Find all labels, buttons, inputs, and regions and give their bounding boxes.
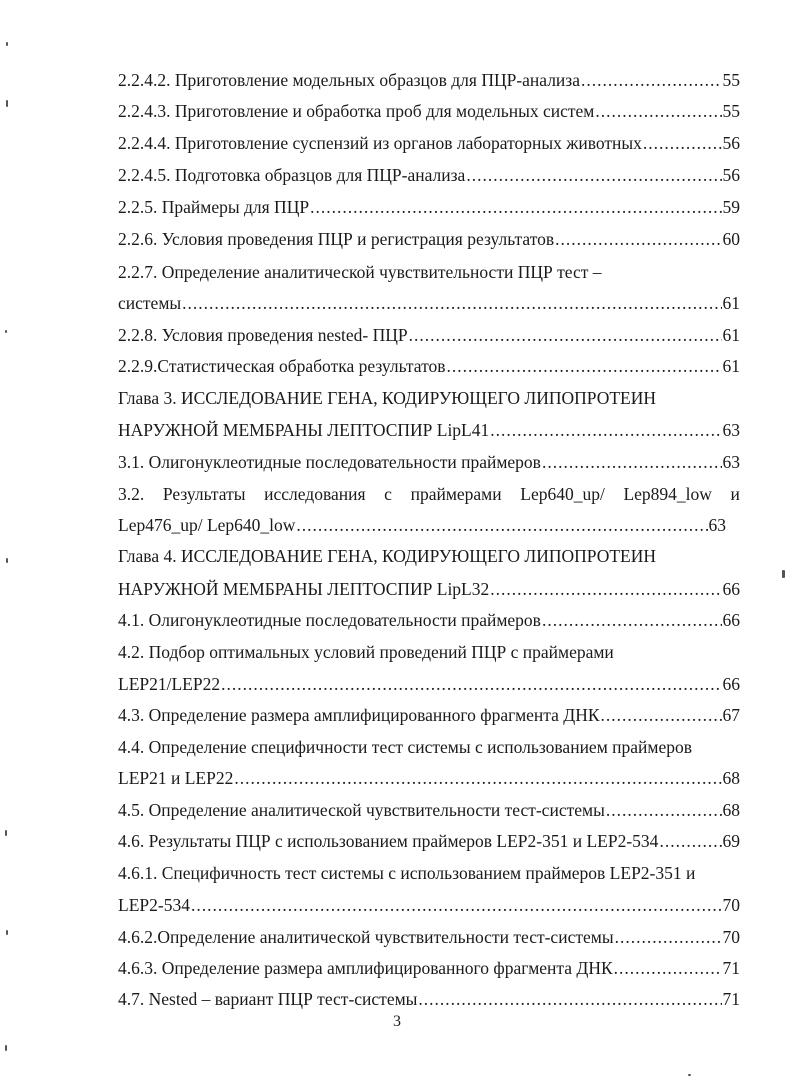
toc-entry-3-2: Lep476_up/ Lep640_low ..... 63 bbox=[118, 515, 726, 543]
scan-speck bbox=[688, 1074, 691, 1076]
scan-speck bbox=[5, 1045, 7, 1051]
toc-entry-2-2-4-3: 2.2.4.3. Приготовление и обработка проб для модельных систем ..... 55 bbox=[118, 101, 740, 129]
toc-chapter-3-line1: Глава 3. ИССЛЕДОВАНИЕ ГЕНА, КОДИРУЮЩЕГО ЛИПОПРОТЕИН bbox=[118, 388, 656, 408]
toc-entry-3-2-line1: 3.2. Результаты исследования с праймерами Lep640_up/ Lep894_low и bbox=[118, 484, 740, 504]
toc-entry-4-2: LEP21/LEP22 ..... 66 bbox=[118, 674, 740, 702]
toc-entry-4-6-2: 4.6.2.Определение аналитической чувствительности тест-системы ..... 70 bbox=[118, 927, 740, 955]
dot-leader bbox=[659, 831, 721, 852]
dot-leader bbox=[182, 293, 721, 314]
toc-entry-2-2-7: системы ..... 61 bbox=[118, 293, 740, 321]
scan-speck bbox=[6, 42, 8, 46]
toc-entry-2-2-8: 2.2.8. Условия проведения nested- ПЦР ..... 61 bbox=[118, 325, 740, 353]
dot-leader bbox=[615, 927, 722, 948]
toc-entry-4-3: 4.3. Определение размера амплифицированного фрагмента ДНК ..... 67 bbox=[118, 705, 740, 733]
toc-entry-3-1: 3.1. Олигонуклеотидные последовательности праймеров ..... 63 bbox=[118, 452, 740, 480]
dot-leader bbox=[409, 325, 722, 346]
dot-leader bbox=[643, 133, 722, 154]
toc-entry-4-6: 4.6. Результаты ПЦР с использованием праймеров LEP2-351 и LEP2-534 ..... 69 bbox=[118, 831, 740, 859]
dot-leader bbox=[614, 958, 722, 979]
toc-entry-4-5: 4.5. Определение аналитической чувствительности тест-системы ..... 68 bbox=[118, 800, 740, 828]
dot-leader bbox=[310, 197, 721, 218]
toc-entry-4-6-3: 4.6.3. Определение размера амплифицированного фрагмента ДНК ..... 71 bbox=[118, 958, 740, 986]
toc-entry-4-4-line1: 4.4. Определение специфичности тест системы с использованием праймеров bbox=[118, 737, 692, 757]
scan-speck bbox=[6, 100, 8, 107]
dot-leader bbox=[490, 420, 721, 441]
dot-leader bbox=[490, 579, 721, 600]
dot-leader bbox=[466, 165, 721, 186]
toc-entry-4-4: LEP21 и LEP22 ..... 68 bbox=[118, 768, 740, 796]
page-number: 3 bbox=[393, 1013, 401, 1030]
toc-entry-2-2-6: 2.2.6. Условия проведения ПЦР и регистрация результатов ..... 60 bbox=[118, 229, 740, 257]
scan-speck bbox=[5, 830, 7, 836]
toc-entry-2-2-9: 2.2.9.Статистическая обработка результатов ..... 61 bbox=[118, 356, 740, 384]
dot-leader bbox=[447, 356, 722, 377]
scan-speck bbox=[6, 930, 8, 935]
toc-chapter-3: НАРУЖНОЙ МЕМБРАНЫ ЛЕПТОСПИР LipL41 ..... 63 bbox=[118, 420, 740, 448]
dot-leader bbox=[296, 515, 707, 536]
scan-speck bbox=[6, 558, 8, 563]
scan-speck bbox=[5, 330, 7, 333]
scan-speck bbox=[782, 570, 785, 578]
dot-leader bbox=[606, 800, 722, 821]
dot-leader bbox=[418, 989, 721, 1010]
toc-entry-4-1: 4.1. Олигонуклеотидные последовательности праймеров ..... 66 bbox=[118, 610, 740, 638]
dot-leader bbox=[221, 674, 721, 695]
toc-entry-4-7: 4.7. Nested – вариант ПЦР тест-системы ..... 71 bbox=[118, 989, 740, 1017]
toc-entry-4-6-1-line1: 4.6.1. Специфичность тест системы с использованием праймеров LEP2-351 и bbox=[118, 863, 696, 883]
dot-leader bbox=[555, 229, 721, 250]
dot-leader bbox=[234, 768, 721, 789]
toc-entry-2-2-4-2: 2.2.4.2. Приготовление модельных образцов для ПЦР-анализа ..... 55 bbox=[118, 70, 740, 98]
dot-leader bbox=[191, 895, 722, 916]
toc-entry-2-2-5: 2.2.5. Праймеры для ПЦР ..... 59 bbox=[118, 197, 740, 225]
dot-leader bbox=[601, 705, 722, 726]
toc-entry-2-2-4-5: 2.2.4.5. Подготовка образцов для ПЦР-анализа ..... 56 bbox=[118, 165, 740, 193]
toc-entry-2-2-7-line1: 2.2.7. Определение аналитической чувствительности ПЦР тест – bbox=[118, 262, 602, 282]
toc-chapter-4: НАРУЖНОЙ МЕМБРАНЫ ЛЕПТОСПИР LipL32 ..... 66 bbox=[118, 579, 740, 607]
toc-chapter-4-line1: Глава 4. ИССЛЕДОВАНИЕ ГЕНА, КОДИРУЮЩЕГО ЛИПОПРОТЕИН bbox=[118, 546, 656, 566]
dot-leader bbox=[595, 101, 721, 122]
toc-entry-4-2-line1: 4.2. Подбор оптимальных условий проведений ПЦР с праймерами bbox=[118, 642, 614, 662]
toc-entry-2-2-4-4: 2.2.4.4. Приготовление суспензий из органов лабораторных животных ..... 56 bbox=[118, 133, 740, 161]
dot-leader bbox=[542, 610, 722, 631]
dot-leader bbox=[542, 452, 722, 473]
toc-entry-4-6-1: LEP2-534 ..... 70 bbox=[118, 895, 740, 923]
dot-leader bbox=[581, 70, 722, 91]
